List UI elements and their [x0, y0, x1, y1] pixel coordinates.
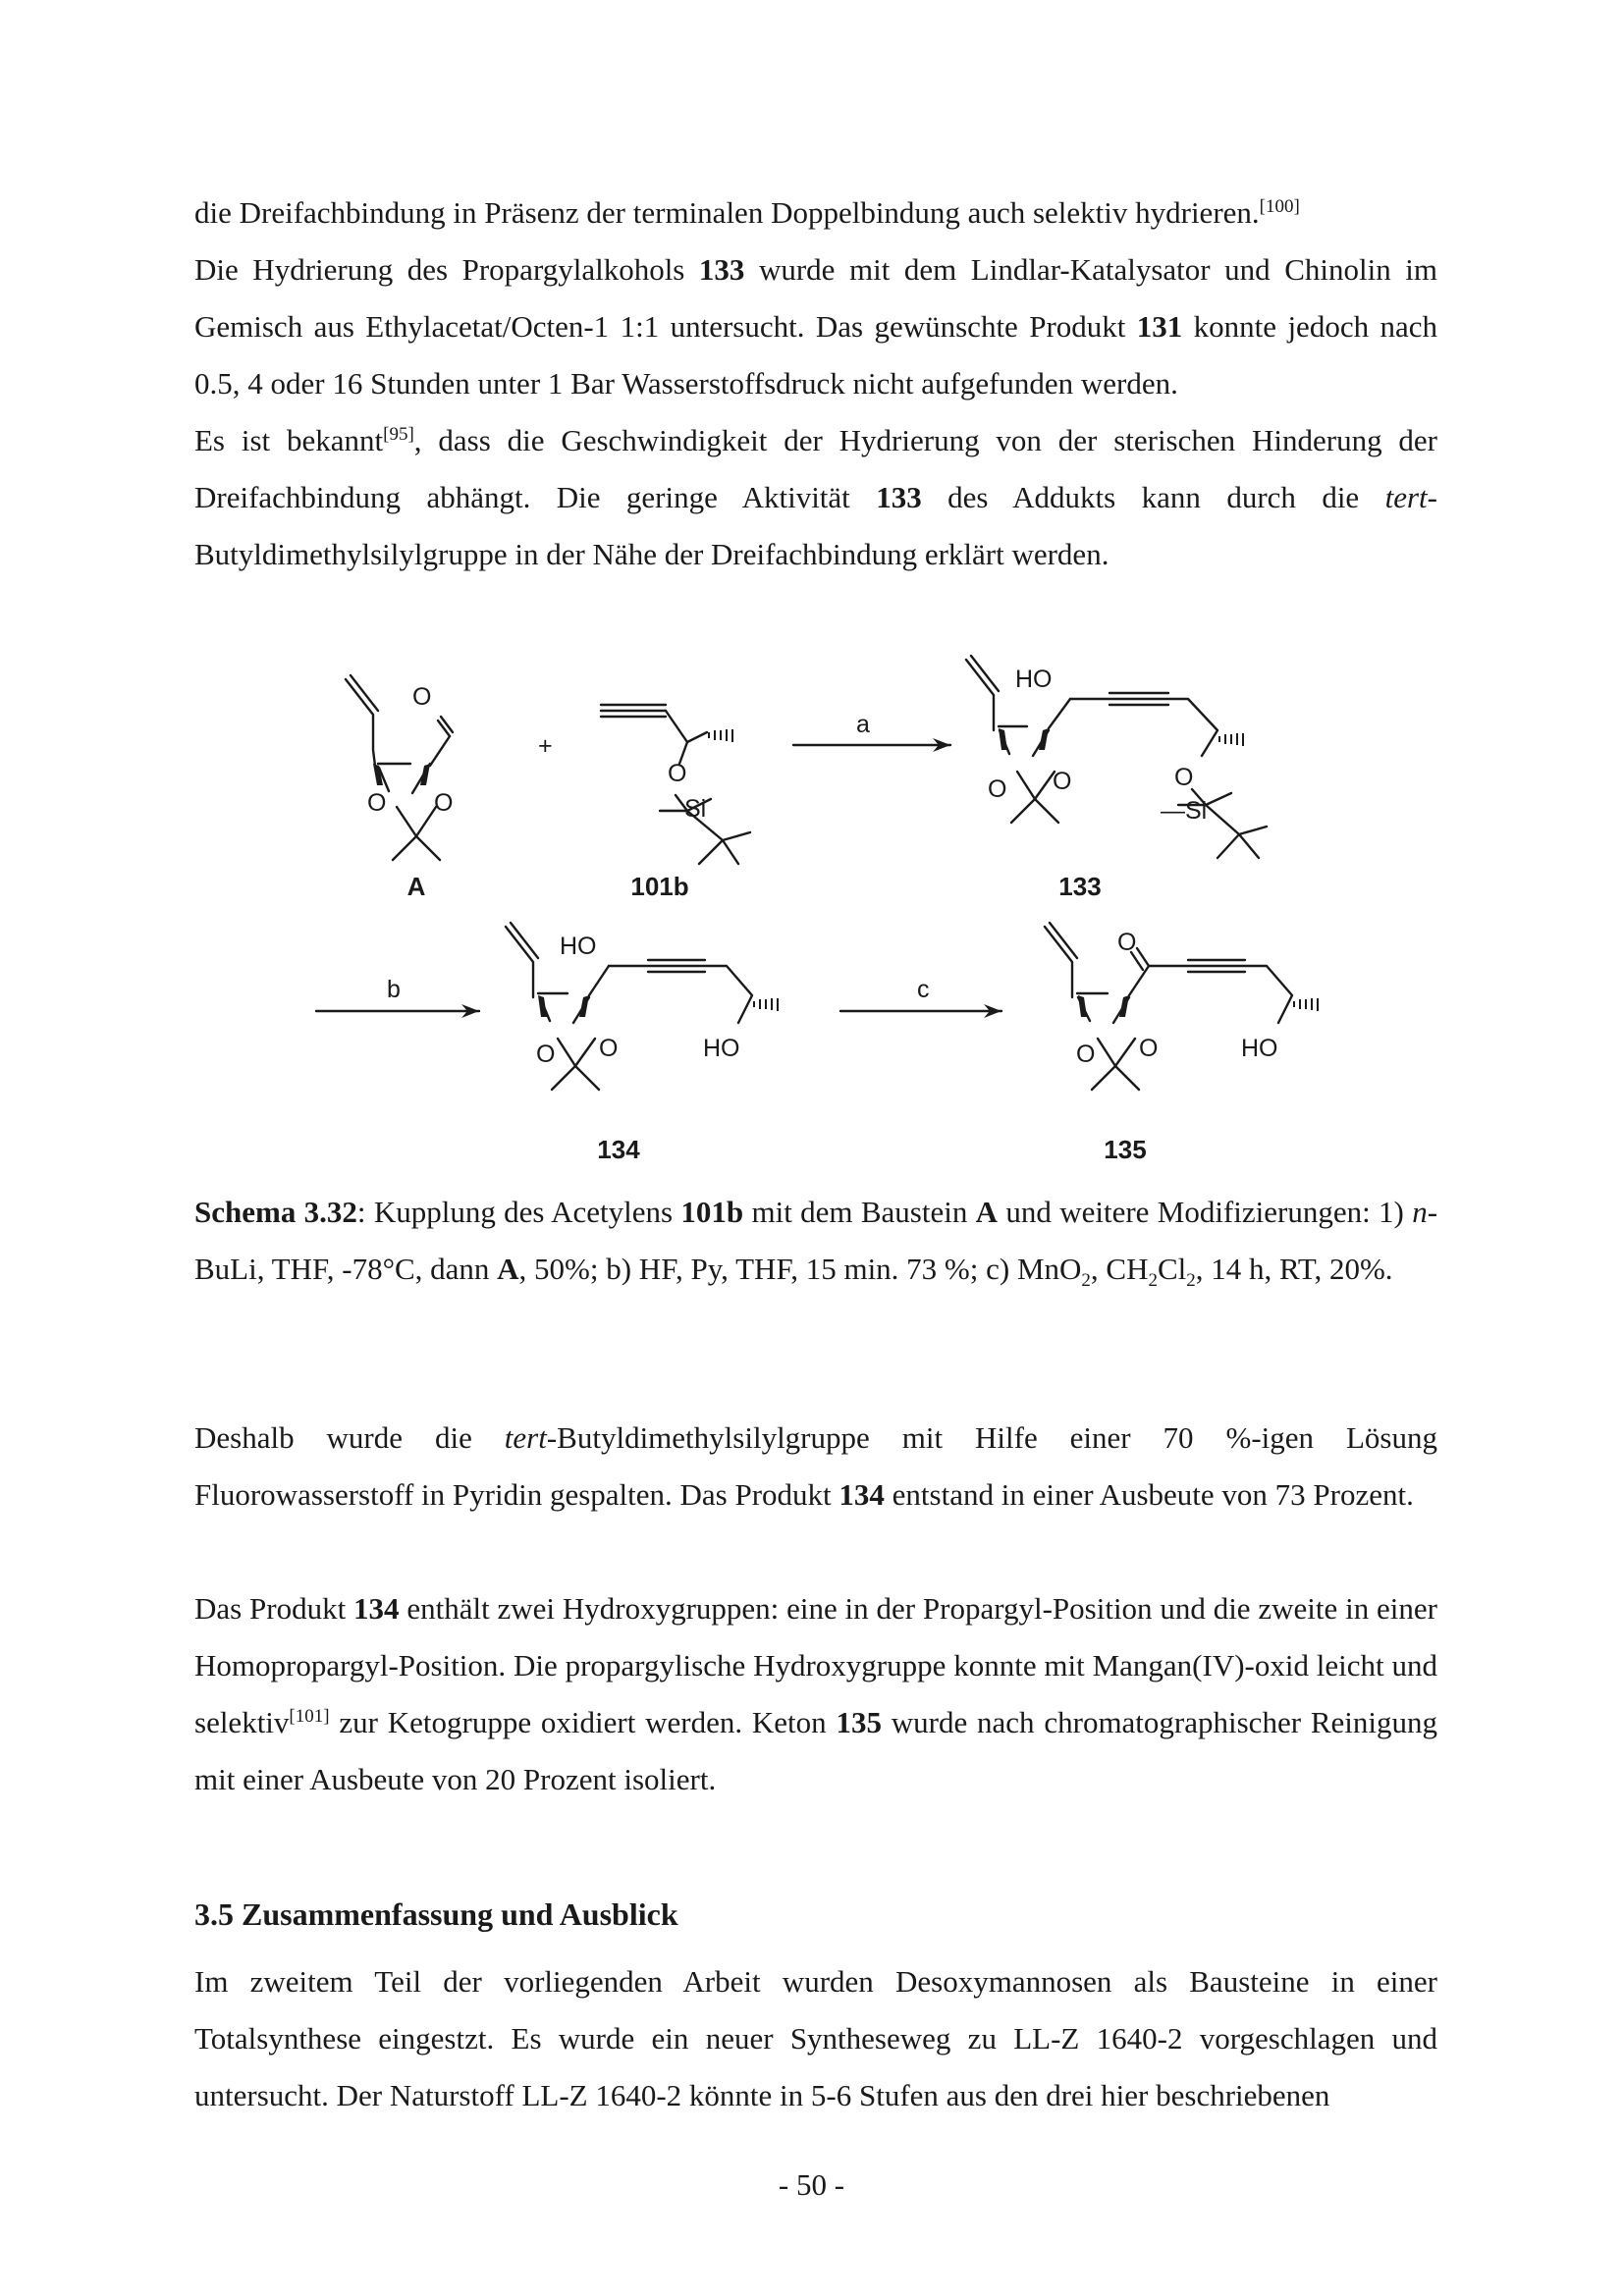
- paragraph-2: [194, 1410, 1437, 1523]
- caption-text-5: , 50%; b) HF, Py, THF, 15 min. 73 %; c) MnO: [518, 1252, 1082, 1286]
- intro-sentence-2b: wurde mit dem Lindlar-Katalysator und Chinolin im Gemisch aus Ethylacetat/Octen-1 1:1 untersucht. Das gewünschte Produkt: [194, 252, 1437, 344]
- intro-sentence-2c: konnte jedoch nach 0.5, 4 oder 16 Stunden unter 1 Bar Wasserstoffsdruck nicht aufgefunden werden.: [194, 309, 1437, 400]
- atom-O-133-silyl: O: [1174, 764, 1194, 791]
- hashed-bonds: [709, 729, 1318, 1011]
- intro-sentence-3b: , dass die Geschwindigkeit der Hydrierung von der sterischen Hinderung der Dreifachbindung abhängt. Die geringe Aktivität: [194, 423, 1437, 514]
- atom-O-101b: O: [668, 760, 687, 787]
- caption-text-8: , 14 h, RT, 20%.: [1195, 1252, 1393, 1286]
- atom-O-134-right: O: [599, 1035, 619, 1062]
- compound-133-ref: 133: [698, 252, 745, 287]
- intro-sentence-3d: -Butyldimethylsilylgruppe in der Nähe der Dreifachbindung erklärt werden.: [194, 480, 1437, 571]
- atom-Si-101b: —Si: [660, 795, 707, 823]
- paragraph-4: Im zweitem Teil der vorliegenden Arbeit wurden Desoxymannosen als Bausteine in einer Totalsynthese eingestzt. Es wurde ein neuer Syntheseweg zu LL-Z 1640-2 vorgeschlagen und untersucht. Der Naturstoff LL-Z 1640-2 könnte in 5-6 Stufen aus den drei hier beschriebenen: [194, 1964, 1437, 2112]
- atom-O-A-right: O: [434, 789, 454, 817]
- atom-O-135-left: O: [1076, 1041, 1096, 1068]
- label-135: 135: [1104, 1135, 1147, 1164]
- para3-compound-135: 135: [836, 1705, 882, 1739]
- atom-O-135-right: O: [1139, 1035, 1159, 1062]
- atom-O-133-left: O: [988, 775, 1007, 803]
- scheme-caption: [194, 1184, 1437, 1303]
- para3-text-d: wurde nach chromatographischer Reinigung mit einer Ausbeute von 20 Prozent isoliert.: [194, 1705, 1437, 1796]
- intro-sentence-3a: Es ist bekannt: [194, 423, 384, 457]
- intro-sentence-2a: Die Hydrierung des Propargylalkohols: [194, 252, 699, 287]
- para3-compound-134: 134: [353, 1591, 400, 1626]
- atom-O-carbonyl-A: O: [412, 683, 432, 711]
- caption-text-6: , CH: [1090, 1252, 1149, 1286]
- label-134: 134: [597, 1135, 640, 1164]
- label-133: 133: [1058, 872, 1102, 901]
- label-A: A: [406, 872, 426, 901]
- caption-text-1: : Kupplung des Acetylens: [356, 1195, 681, 1229]
- para2-text-a: Deshalb wurde die: [194, 1420, 505, 1455]
- atom-O-135-keto: O: [1117, 929, 1137, 956]
- caption-sub-1: 2: [1081, 1270, 1091, 1291]
- page-number: - 50 -: [778, 2167, 845, 2202]
- para2-text-b: -Butyldimethylsilylgruppe mit Hilfe einer 70 %-igen Lösung Fluorowasserstoff in Pyridin gespalten. Das Produkt: [194, 1420, 1437, 1512]
- caption-text-7: Cl: [1157, 1252, 1187, 1286]
- paragraph-3: [194, 1580, 1437, 1808]
- caption-sub-2: 2: [1148, 1270, 1158, 1291]
- atom-O-A-left: O: [367, 789, 387, 817]
- caption-text-2: mit dem Baustein: [743, 1195, 976, 1229]
- label-101b: 101b: [630, 872, 689, 901]
- caption-compound-A-2: A: [497, 1252, 519, 1286]
- para3-text-b: enthält zwei Hydroxygruppen: eine in der Propargyl-Position und die zweite in einer Homopropargyl-Position. Die propargylische Hydroxygruppe konnte mit Mangan(IV)-oxid leicht und selektiv: [194, 1591, 1437, 1739]
- atom-HO-133: HO: [1015, 666, 1053, 693]
- para2-text-c: entstand in einer Ausbeute von 73 Prozent.: [884, 1477, 1414, 1512]
- para2-compound-134: 134: [839, 1477, 885, 1512]
- compound-133-ref-2: 133: [876, 480, 922, 514]
- structure-A: [346, 675, 453, 860]
- citation-95: [95]: [383, 424, 414, 445]
- plus-sign: +: [538, 732, 553, 760]
- atom-O-133-right: O: [1053, 768, 1072, 795]
- citation-100: [100]: [1259, 196, 1300, 217]
- caption-schema-number: Schema 3.32: [194, 1195, 357, 1229]
- caption-n-italic: n: [1412, 1195, 1428, 1229]
- compound-131-ref: 131: [1136, 309, 1183, 344]
- section-heading: 3.5 Zusammenfassung und Ausblick: [194, 1896, 678, 1932]
- caption-compound-A: A: [975, 1195, 999, 1229]
- intro-paragraph: [194, 185, 1437, 583]
- intro-sentence-1: die Dreifachbindung in Präsenz der terminalen Doppelbindung auch selektiv hydrieren.: [194, 195, 1260, 230]
- stereo-wedges: [373, 728, 1129, 1017]
- atom-O-134-left: O: [536, 1041, 556, 1068]
- caption-compound-101b: 101b: [680, 1195, 744, 1229]
- atom-HO-135: HO: [1241, 1035, 1278, 1062]
- structure-133: [966, 656, 1267, 858]
- atom-HO-134-bottom: HO: [703, 1035, 740, 1062]
- para3-text-a: Das Produkt: [194, 1591, 354, 1626]
- citation-101: [101]: [289, 1706, 330, 1727]
- para2-tert-italic: tert: [504, 1420, 547, 1455]
- tert-italic: tert: [1384, 480, 1428, 514]
- arrow-a-label: a: [856, 711, 870, 738]
- caption-text-3: und weitere Modifizierungen: 1): [998, 1195, 1413, 1229]
- para3-text-c: zur Ketogruppe oxidiert werden. Keton: [329, 1705, 837, 1739]
- atom-Si-133: —Si: [1161, 797, 1208, 825]
- atom-HO-134-top: HO: [560, 933, 597, 960]
- reaction-scheme: [0, 628, 1623, 1178]
- caption-sub-3: 2: [1186, 1270, 1196, 1291]
- arrow-b-label: b: [387, 976, 401, 1003]
- caption-text-4: -BuLi, THF, -78°C, dann: [194, 1195, 1438, 1286]
- intro-sentence-3c: des Addukts kann durch die: [921, 480, 1385, 514]
- arrow-c-label: c: [917, 976, 930, 1003]
